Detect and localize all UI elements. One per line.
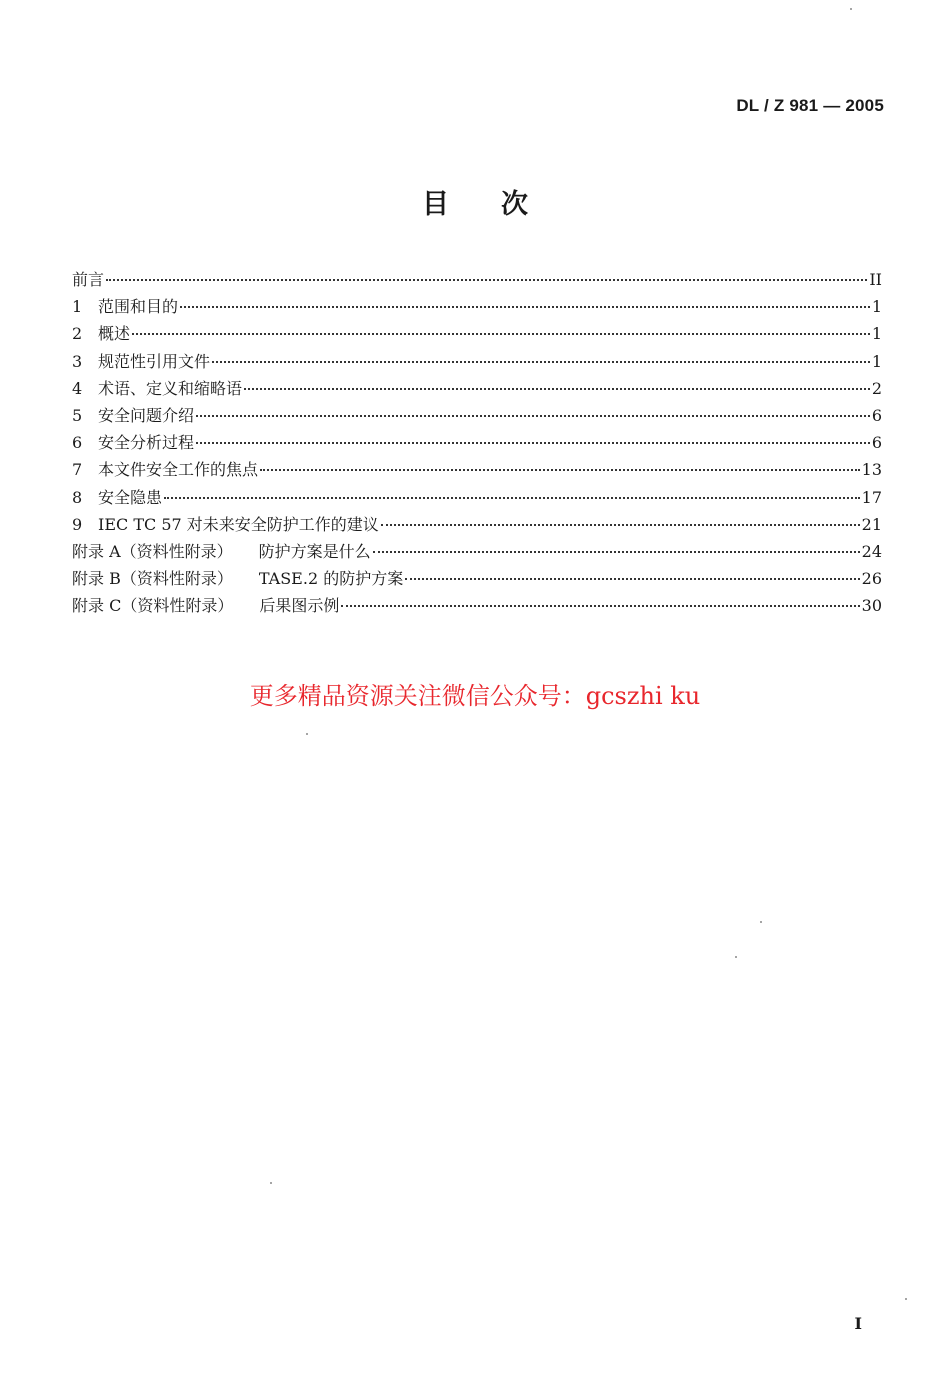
toc-entry-preface[interactable]	[72, 266, 882, 293]
toc-leader-dots	[196, 415, 870, 417]
toc-entry-4[interactable]	[72, 375, 882, 402]
toc-entry-number: 9	[72, 514, 83, 534]
toc-entry-8[interactable]	[72, 484, 882, 511]
toc-leader-dots	[341, 605, 859, 607]
toc-leader-dots	[196, 442, 870, 444]
toc-entry-text: 本文件安全工作的焦点	[98, 460, 259, 480]
toc-entry-text: 范围和目的	[98, 297, 179, 317]
toc-leader-dots	[373, 551, 860, 553]
scan-speck	[850, 8, 852, 10]
toc-appendix-label: 附录 A（资料性附录）	[72, 541, 233, 561]
toc-entry-text: 安全问题介绍	[98, 405, 195, 425]
toc-entry-number: 3	[72, 351, 83, 371]
promo-watermark-text: 更多精品资源关注微信公众号：gcszhi ku	[249, 682, 701, 710]
toc-entry-page: 17	[861, 487, 882, 507]
toc-entry-page: 6	[871, 405, 882, 425]
toc-appendix-label: 附录 C（资料性附录）	[72, 596, 234, 616]
toc-leader-dots	[132, 333, 870, 335]
toc-title-part2: 次	[501, 189, 528, 220]
toc-entry-appendix-b[interactable]	[72, 565, 882, 592]
toc-title-part1: 目	[422, 189, 449, 220]
toc-entry-text: TASE.2 的防护方案	[258, 569, 404, 589]
toc-entry-5[interactable]	[72, 402, 882, 429]
toc-entry-page: 1	[871, 351, 882, 371]
toc-entry-number: 7	[72, 460, 83, 480]
toc-leader-dots	[106, 279, 867, 281]
toc-leader-dots	[405, 578, 859, 580]
toc-entry-appendix-a[interactable]	[72, 538, 882, 565]
toc-list	[72, 266, 882, 619]
toc-entry-page: 1	[871, 324, 882, 344]
toc-entry-text: 概述	[98, 324, 131, 344]
toc-leader-dots	[244, 388, 870, 390]
toc-entry-text: 后果图示例	[259, 596, 340, 616]
toc-entry-text: 安全分析过程	[98, 433, 195, 453]
toc-entry-page: 6	[871, 433, 882, 453]
scan-speck	[905, 1298, 907, 1300]
scan-speck	[735, 956, 737, 958]
toc-entry-page: 30	[861, 596, 882, 616]
toc-entry-number: 8	[72, 487, 83, 507]
toc-entry-number: 4	[72, 378, 83, 398]
toc-entry-page: 13	[861, 460, 882, 480]
toc-entry-page: 21	[861, 514, 882, 534]
toc-entry-page: II	[869, 270, 882, 289]
scan-speck	[270, 1182, 272, 1184]
toc-entry-appendix-c[interactable]	[72, 592, 882, 619]
toc-title	[0, 182, 950, 221]
toc-entry-number: 5	[72, 405, 83, 425]
toc-entry-text: 术语、定义和缩略语	[98, 378, 243, 398]
toc-entry-3[interactable]	[72, 348, 882, 375]
toc-entry-page: 24	[861, 541, 882, 561]
document-code: DL / Z 981 — 2005	[736, 96, 884, 115]
toc-appendix-label: 附录 B（资料性附录）	[72, 569, 233, 589]
toc-entry-6[interactable]	[72, 429, 882, 456]
toc-entry-number: 2	[72, 324, 83, 344]
scan-speck	[306, 733, 308, 735]
toc-leader-dots	[212, 361, 870, 363]
toc-leader-dots	[164, 497, 860, 499]
toc-entry-text: 安全隐患	[98, 487, 163, 507]
toc-entry-text: 防护方案是什么	[258, 541, 371, 561]
toc-entry-number: 6	[72, 433, 83, 453]
footer-page-number: I	[854, 1314, 862, 1333]
toc-entry-7[interactable]	[72, 456, 882, 483]
toc-entry-text: IEC TC 57 对未来安全防护工作的建议	[98, 514, 379, 534]
toc-entry-page: 2	[871, 378, 882, 398]
toc-entry-text: 前言	[72, 270, 105, 289]
toc-leader-dots	[180, 306, 870, 308]
toc-entry-9[interactable]	[72, 511, 882, 538]
toc-entry-2[interactable]	[72, 320, 882, 347]
toc-entry-page: 1	[871, 297, 882, 317]
toc-leader-dots	[260, 469, 860, 471]
scan-speck	[760, 921, 762, 923]
toc-entry-1[interactable]	[72, 293, 882, 320]
toc-entry-number: 1	[72, 297, 83, 317]
toc-entry-page: 26	[861, 569, 882, 589]
toc-leader-dots	[381, 524, 860, 526]
toc-entry-text: 规范性引用文件	[98, 351, 211, 371]
